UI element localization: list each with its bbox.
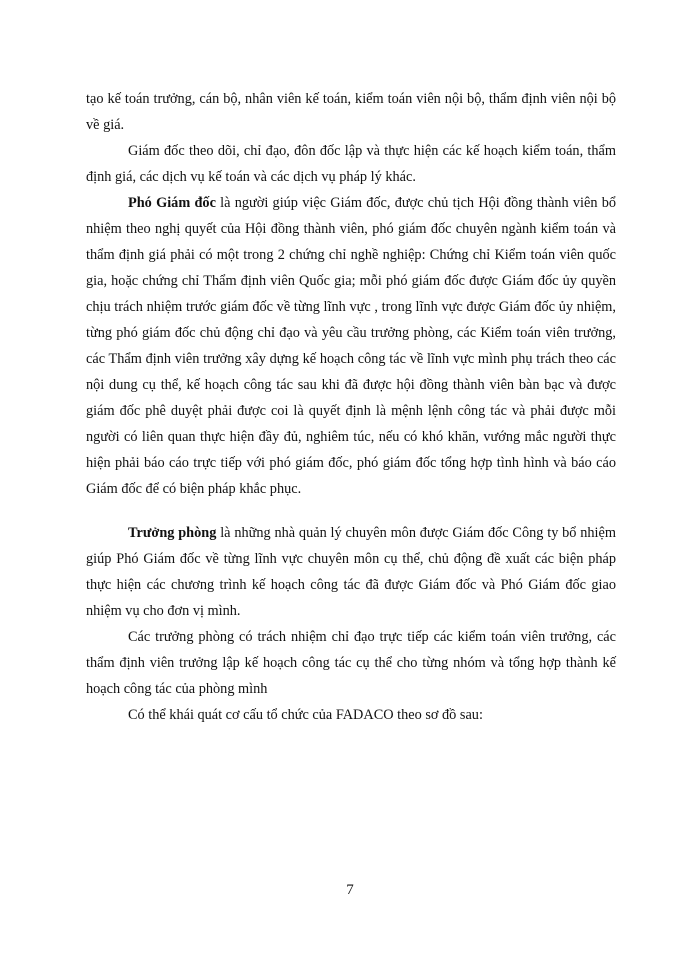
paragraph-2: Giám đốc theo dõi, chỉ đạo, đôn đốc lập và thực hiện các kế hoạch kiểm toán, thẩm định giá, các dịch vụ kế toán và các dịch vụ pháp lý khác. (86, 143, 616, 185)
paragraph-3: Phó Giám đốc là người giúp việc Giám đốc, được chủ tịch Hội đồng thành viên bổ nhiệm theo nghị quyết của Hội đồng thành viên, phó giám đốc chuyên ngành kiểm toán và thẩm định giá phải có một trong 2 chứng chỉ nghề nghiệp: Chứng chỉ Kiểm toán viên quốc gia, hoặc chứng chỉ Thẩm định viên Quốc gia; mỗi phó giám đốc được Giám đốc ủy quyền chịu trách nhiệm trước giám đốc về từng lĩnh vực , trong lĩnh vực được Giám đốc ủy nhiệm, từng phó giám đốc chủ động chỉ đạo và yêu cầu trưởng phòng, các Kiểm toán viên trưởng, các Thẩm định viên trưởng xây dựng kế hoạch công tác về lĩnh vực mình phụ trách theo các nội dung cụ thể, kế hoạch công tác sau khi đã được hội đồng thành viên bàn bạc và được giám đốc phê duyệt phải được coi là quyết định là mệnh lệnh công tác và phải được mỗi người có liên quan thực hiện đầy đủ, nghiêm túc, nếu có khó khăn, vướng mắc người thực hiện phải báo cáo trực tiếp với phó giám đốc, phó giám đốc tổng hợp tình hình và báo cáo Giám đốc để có biện pháp khắc phục. (86, 195, 617, 497)
term-pho-giam-doc: Phó Giám đốc (128, 195, 216, 211)
paragraph-4: Trưởng phòng là những nhà quản lý chuyên môn được Giám đốc Công ty bổ nhiệm giúp Phó Giám đốc về từng lĩnh vực chuyên môn cụ thể, chủ động đề xuất các biện pháp thực hiện các chương trình kế hoạch công tác đã được Giám đốc và Phó Giám đốc giao nhiệm vụ cho đơn vị mình. (86, 525, 616, 619)
paragraph-1: tạo kế toán trưởng, cán bộ, nhân viên kế toán, kiểm toán viên nội bộ, thẩm định viên nội bộ về giá. (86, 91, 616, 133)
page-number: 7 (346, 882, 354, 898)
document-body (86, 86, 616, 728)
term-truong-phong: Trưởng phòng (128, 525, 217, 541)
paragraph-6: Có thể khái quát cơ cấu tổ chức của FADACO theo sơ đồ sau: (128, 707, 483, 723)
paragraph-5: Các trưởng phòng có trách nhiệm chỉ đạo trực tiếp các kiểm toán viên trưởng, các thẩm định viên trưởng lập kế hoạch công tác cụ thể cho từng nhóm và tổng hợp thành kế hoạch công tác của phòng mình (86, 629, 616, 697)
